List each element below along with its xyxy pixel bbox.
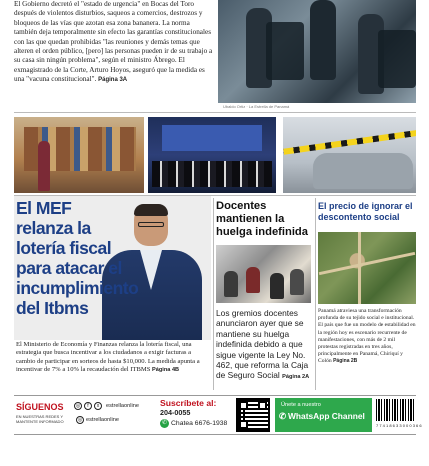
- photo-shield: [378, 30, 416, 88]
- photo-audience: [152, 161, 272, 187]
- subscribe-chat[interactable]: [160, 419, 227, 428]
- column-rule: [213, 198, 214, 390]
- whatsapp-banner-line1: Únete a nuestro: [281, 402, 321, 408]
- mef-text: El Ministerio de Economía y Finanzas relanza la lotería fiscal, una estrategia que busca incentivar a los ciudadanos a exigir facturas a cambio de participar en sorteos de hasta $10,000. La medida apunta a incentivar de 7% a 10% la recaudación del ITBMS: [16, 341, 200, 374]
- mef-page-ref: Página 4B: [152, 367, 180, 374]
- follow-title: SÍGUENOS: [16, 402, 64, 412]
- section-divider: [14, 112, 416, 113]
- photo-car: [313, 153, 413, 189]
- portrait-hair: [134, 204, 168, 216]
- docentes-text: Los gremios docentes anunciaron ayer que se mantiene su huelga indefinida debido a que sigue vigente la Ley No. 462, que reforma la Caja de Seguro Social: [216, 308, 309, 381]
- mef-summary: [16, 341, 211, 375]
- lead-page-ref: Página 3A: [98, 77, 128, 84]
- whatsapp-banner-line2: [279, 411, 365, 421]
- qr-code[interactable]: [236, 398, 270, 432]
- photo-credit: Ubaldo Ortiz · La Estrella de Panamá: [223, 104, 290, 109]
- photo-street: [14, 117, 144, 193]
- mef-headline[interactable]: El MEF relanza la lotería fiscal para atacar el incumplimiento del Itbms: [16, 198, 139, 318]
- instagram-icon[interactable]: ◎: [75, 403, 81, 409]
- photo-person: [270, 273, 284, 299]
- column-rule: [315, 198, 316, 390]
- photo-police-tape: [283, 117, 416, 193]
- instagram-icon[interactable]: ◎: [77, 417, 83, 423]
- map-road: [319, 252, 415, 275]
- whatsapp-banner-text: WhatsApp Channel: [288, 411, 365, 421]
- facebook-icon[interactable]: f: [84, 402, 92, 410]
- social-handle[interactable]: estrellaonline: [106, 403, 139, 409]
- map-road: [358, 232, 361, 304]
- whatsapp-icon: ✆: [279, 411, 287, 421]
- docentes-page-ref: Página 2A: [282, 374, 310, 381]
- photo-person: [246, 267, 260, 293]
- social-handle-row: [76, 416, 119, 424]
- photo-tape: [283, 129, 416, 154]
- qr-corner: [239, 420, 248, 429]
- qr-corner: [258, 401, 267, 410]
- barcode: [376, 399, 414, 421]
- opinion-page-ref: Página 2B: [333, 358, 358, 365]
- social-handle[interactable]: estrellaonline: [86, 417, 119, 423]
- photo-assembly: [148, 117, 276, 193]
- whatsapp-channel-banner[interactable]: [275, 398, 372, 432]
- lead-story: [14, 0, 214, 86]
- opinion-summary: [318, 308, 416, 366]
- opinion-text: Panamá atraviesa una transformación profunda de su tejido social e institucional. El país que fue un modelo de estabilidad en la región hoy es escenario recurrente de manifestaciones, con más de 2 mil protestas registradas en tres años, principalmente en Panamá, Chiriquí y Colón: [318, 308, 416, 365]
- subscribe-title: Suscríbete al:: [160, 398, 217, 408]
- chat-number: Chatea 6676-1938: [171, 420, 228, 427]
- hero-photo: [218, 0, 416, 103]
- photo-shield: [266, 22, 304, 80]
- docentes-headline[interactable]: Docentes mantienen la huelga indefinida: [216, 200, 308, 238]
- x-icon[interactable]: x: [94, 402, 102, 410]
- photo-screen: [162, 125, 262, 151]
- whatsapp-icon: ✆: [161, 420, 168, 426]
- docentes-summary: [216, 308, 313, 383]
- photo-person: [38, 141, 50, 191]
- photo-figure: [310, 0, 336, 80]
- photo-person: [290, 269, 304, 295]
- social-links: [74, 402, 139, 410]
- photo-person: [224, 271, 238, 297]
- barcode-number: 7 7 4 1 8 6 3 3 0 0 0 3 6 6: [376, 423, 422, 428]
- follow-subtitle: EN NUESTRAS REDES Y MANTENTE INFORMADO: [16, 414, 64, 424]
- docentes-photo: [216, 245, 311, 303]
- portrait-glasses: [138, 222, 164, 227]
- opinion-aerial-photo: [318, 232, 416, 304]
- subscribe-phone[interactable]: 204-0055: [160, 408, 191, 417]
- qr-corner: [239, 401, 248, 410]
- opinion-headline[interactable]: El precio de ignorar el descontento social: [318, 201, 413, 222]
- lead-text: El Gobierno decretó el "estado de urgencia" en Bocas del Toro después de violentos disturbios, saqueos a comercios, destrozos y bloqueos de las vías que azotan esa zona bananera. La norma también deja temporalmente sin efecto las garantías constitucionales con las que quedan prohibidas "las reuniones y demás temas que alteren el orden público, [pero] las personas pueden ir de su trabajo a su casa sin ningún problema", según el ministro Ábrego. El exmagistrado de la Corte, Arturo Hoyos, aseguró que la medida es una "vacuna constitucional".: [14, 0, 213, 84]
